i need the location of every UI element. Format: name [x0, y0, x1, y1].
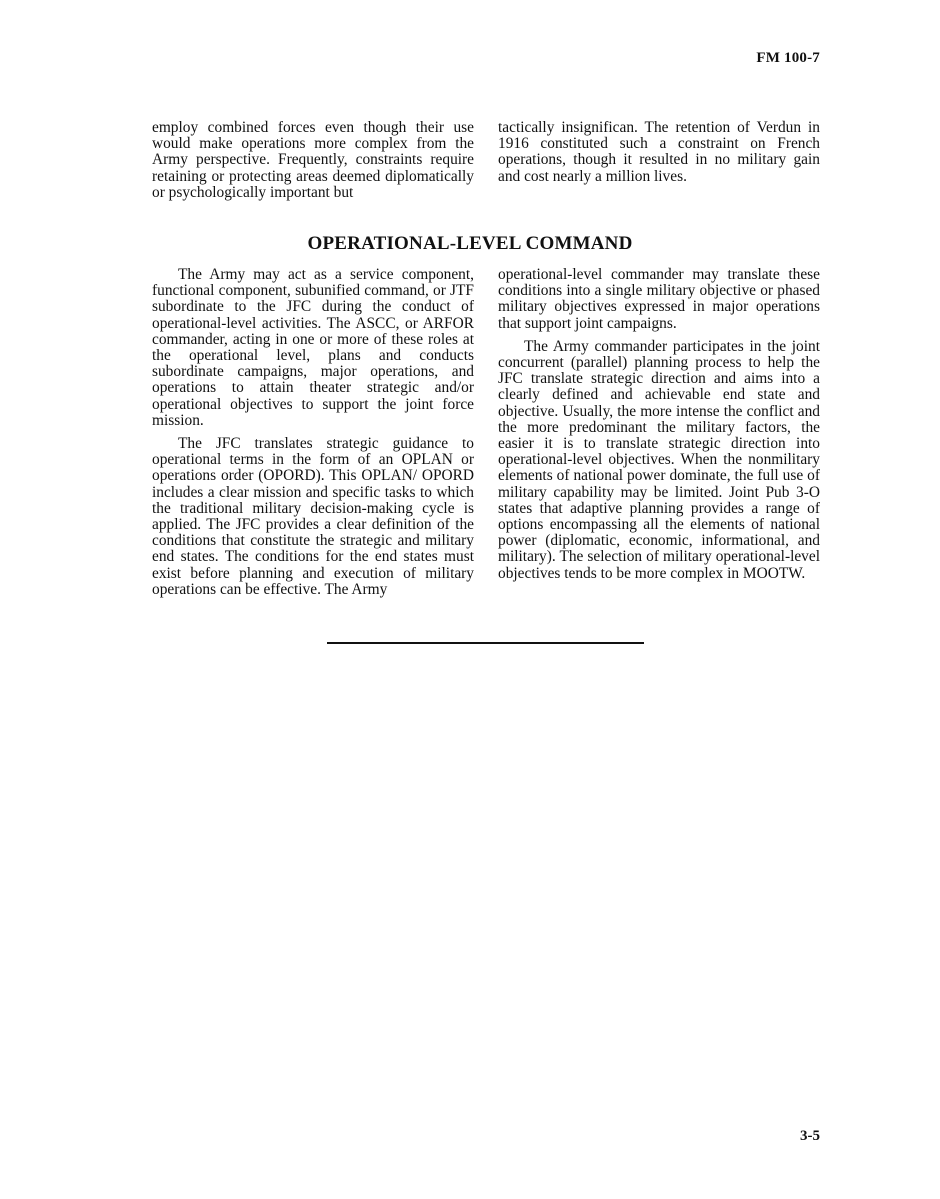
right-column	[498, 267, 820, 582]
section-divider	[327, 642, 644, 644]
page-number: 3-5	[800, 1128, 820, 1144]
section-heading: OPERATIONAL-LEVEL COMMAND	[307, 233, 633, 254]
paragraph: The Army may act as a service component, functional component, subunified command, or JTF subordinate to the JFC during the conduct of operational-level activities. The ASCC, or ARFOR commander, acting in one or more of these roles at the operational level, plans and conducts subordinate campaigns, major operations, and operations to attain theater strategic and/or operational objectives to support the joint force mission.	[152, 266, 474, 429]
paragraph: The Army commander participates in the joint concurrent (parallel) planning process to help the JFC translate strategic direction and aims into a clearly defined and achievable end state and objective. Usually, the more intense the conflict and the more predominant the military factors, the easier it is to translate strategic direction into operational-level objectives. When the nonmilitary elements of national power dominate, the full use of military capability may be limited. Joint Pub 3-O states that adaptive planning provides a range of options encompassing all the elements of national power (diplomatic, economic, informational, and military). The selection of military operational-level objectives tends to be more complex in MOOTW.	[498, 337, 820, 582]
left-column	[152, 267, 474, 598]
document-id: FM 100-7	[756, 50, 820, 66]
paragraph: The JFC translates strategic guidance to operational terms in the form of an OPLAN or operations order (OPORD). This OPLAN/ OPORD includes a clear mission and specific tasks to which the traditional military decision-making cycle is applied. The JFC provides a clear definition of the conditions that constitute the strategic and military end states. The conditions for the end states must exist before planning and execution of military operations can be effective. The Army	[152, 435, 474, 598]
paragraph: operational-level commander may translate these conditions into a single military objective or phased military objectives expressed in major operations that support joint campaigns.	[498, 266, 820, 332]
paragraph: tactically insignifican. The retention of Verdun in 1916 constituted such a constraint on French operations, though it resulted in no military gain and cost nearly a million lives.	[498, 119, 820, 185]
paragraph: employ combined forces even though their use would make operations more complex from the Army perspective. Frequently, constraints require retaining or protecting areas deemed diplomatically or psychologically important but	[152, 119, 474, 201]
top-right-column	[498, 120, 820, 185]
top-left-column	[152, 120, 474, 201]
